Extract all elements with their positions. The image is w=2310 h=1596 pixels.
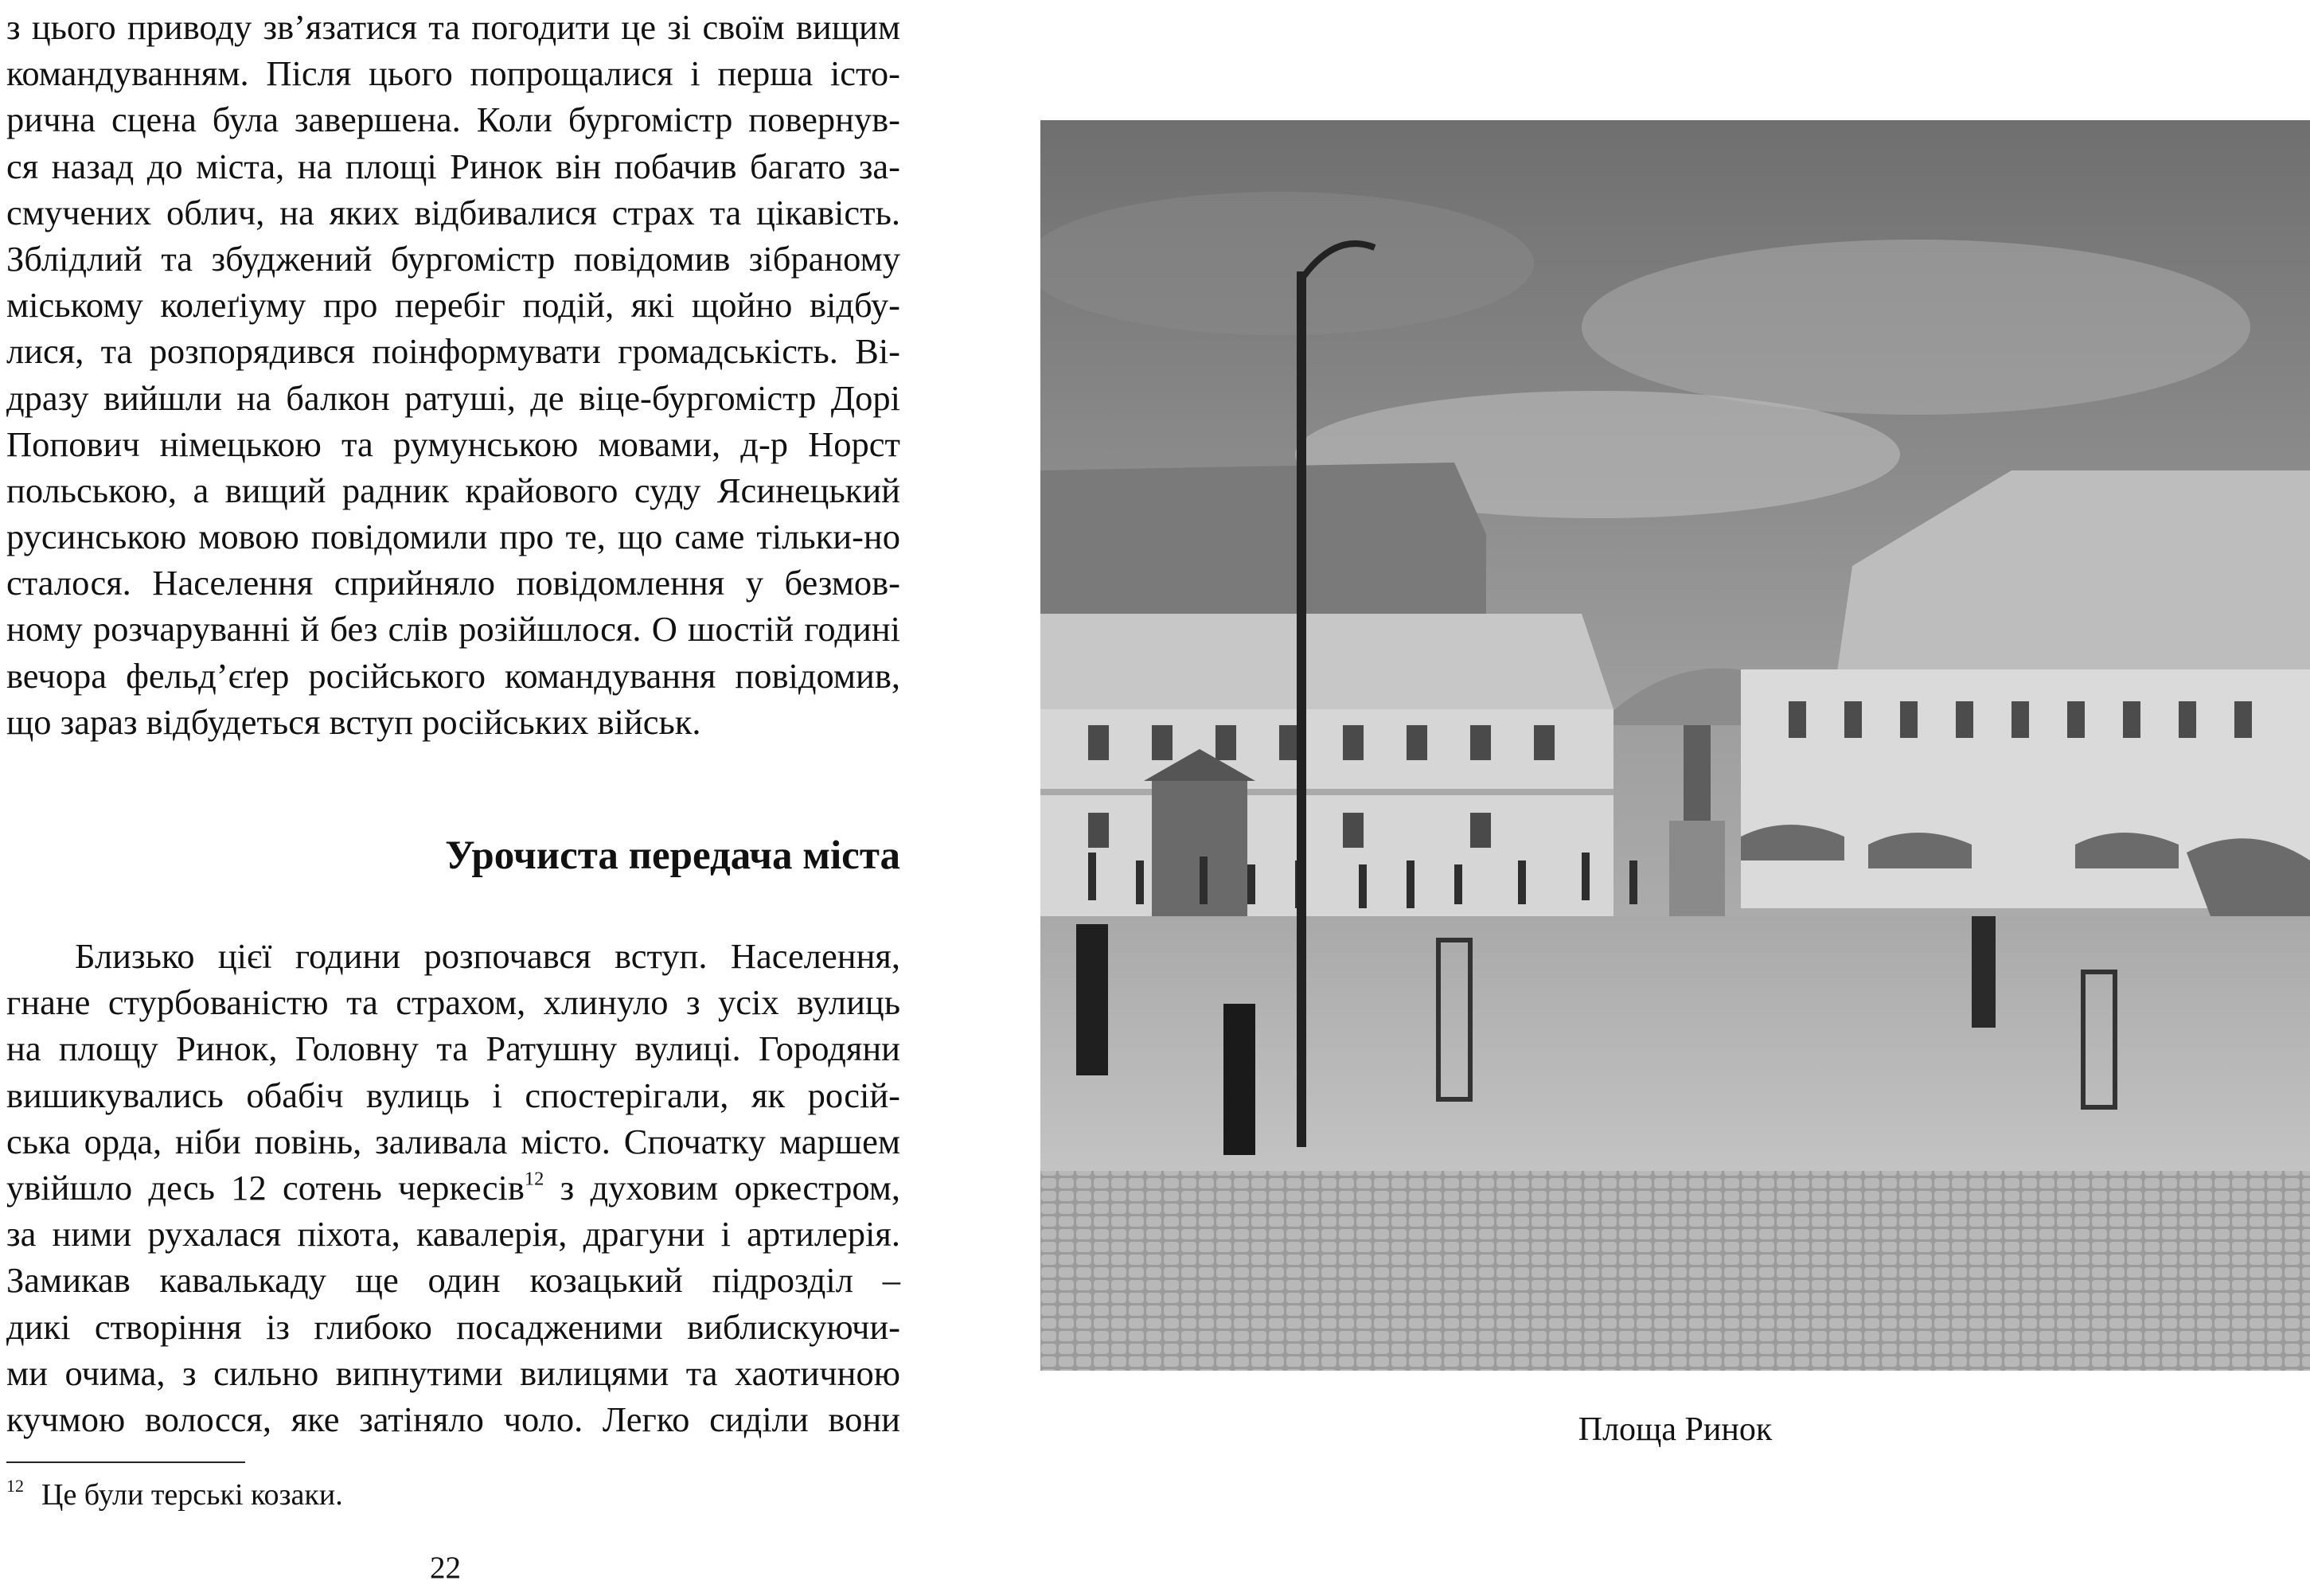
text-line: дразу вийшли на балкон ратуші, де віце-бургомістр Дорі [6, 377, 900, 418]
text-line-with-footnote-ref [6, 1165, 900, 1211]
text-line: Зблідлий та збуджений бургомістр повідомив зібраному [6, 238, 900, 279]
left-page [0, 0, 907, 1596]
text-line: ська орда, ніби повінь, заливала місто. Спочатку маршем [6, 1121, 900, 1161]
text-line: Попович німецькою та румунською мовами, д-р Норст [6, 423, 900, 464]
text-line: вишикувались обабіч вулиць і спостерігали, як росій- [6, 1075, 900, 1115]
text-line: міському колеґіуму про перебіг подій, які щойно відбу- [6, 285, 900, 326]
text-line: що зараз відбудеться вступ російських військ. [6, 701, 701, 742]
text-line: з цього приводу зв’язатися та погодити це зі своїм вищим [6, 7, 900, 47]
text-line: вечора фельд’єґер російського командування повідомив, [6, 655, 900, 696]
footnote-divider [6, 1461, 245, 1463]
text-line: кучмою волосся, яке затіняло чоло. Легко сиділи вони [6, 1399, 900, 1439]
text-line: за ними рухалася піхота, кавалерія, драгуни і артилерія. [6, 1214, 900, 1255]
text-line: смучених облич, на яких відбивалися страх та цікавість. [6, 192, 900, 232]
paragraph-1 [6, 4, 900, 745]
text-line: сталося. Населення сприйняло повідомлення у безмов- [6, 563, 900, 603]
footnote-text: Це були терські козаки. [41, 1478, 343, 1512]
text-segment: увійшло десь 12 сотень черкесів [6, 1167, 525, 1208]
text-line: дикі створіння із глибоко посадженими виблискуючи- [6, 1306, 900, 1347]
text-line: Близько цієї години розпочався вступ. Населення, [75, 936, 900, 976]
photo-caption: Площа Ринок [1578, 1411, 1773, 1448]
text-line: лися, та розпорядився поінформувати громадськість. Ві- [6, 331, 900, 372]
text-line: ми очима, з сильно випнутими вилицями та хаотичною [6, 1352, 900, 1393]
section-title: Урочиста передача міста [445, 833, 900, 878]
footnote [6, 1465, 343, 1516]
footnote-reference[interactable]: 12 [524, 1168, 544, 1190]
text-line: гнане стурбованістю та страхом, хлинуло з усіх вулиць [6, 982, 900, 1023]
text-line: рична сцена була завершена. Коли бургомістр повернув- [6, 100, 900, 140]
text-line: ному розчаруванні й без слів розійшлося. О шостій годині [6, 609, 900, 650]
paragraph-2 [6, 933, 900, 1442]
text-line: командуванням. Після цього попрощалися і перша істо- [6, 53, 900, 94]
page-number: 22 [430, 1551, 461, 1585]
text-line: польською, а вищий радник крайового суду Ясинецький [6, 470, 900, 510]
text-line: Замикав кавалькаду ще один козацький підрозділ – [6, 1260, 900, 1301]
text-line: на площу Ринок, Головну та Ратушну вулиці. Городяни [6, 1028, 900, 1069]
text-line: русинською мовою повідомили про те, що саме тільки-но [6, 517, 900, 557]
footnote-number: 12 [6, 1476, 24, 1496]
text-segment: з духовим оркестром, [544, 1167, 901, 1208]
market-square-photo [1040, 120, 2310, 1371]
text-line: ся назад до міста, на площі Ринок він побачив багато за- [6, 146, 900, 186]
